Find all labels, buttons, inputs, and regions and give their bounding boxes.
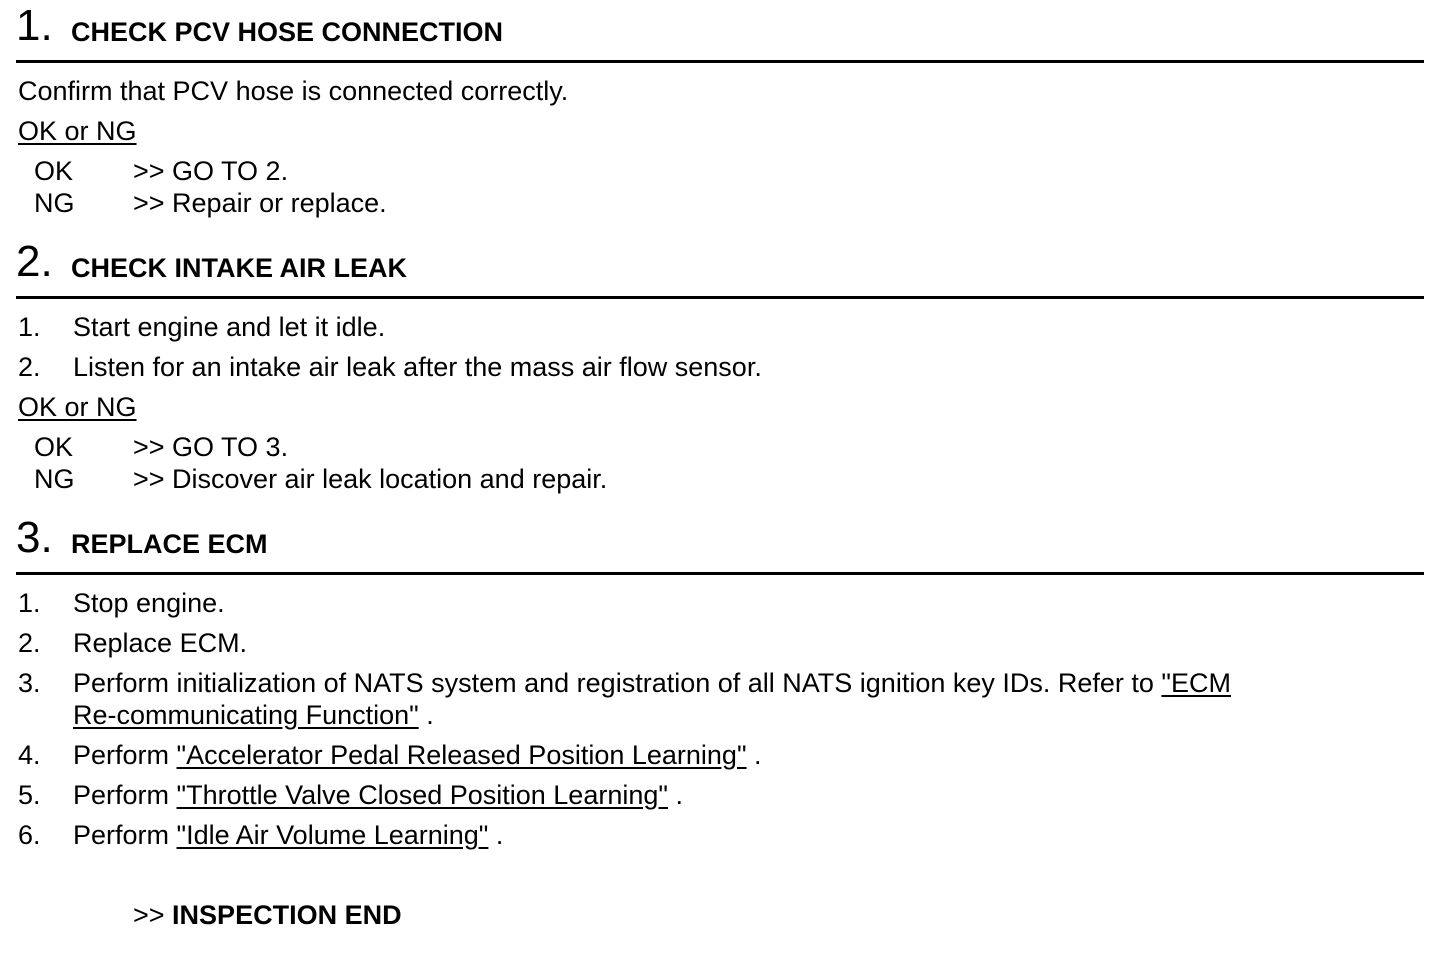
step-2-ok-action: >> GO TO 3. [133, 432, 289, 462]
step-1-ok-or-ng-heading: OK or NG [18, 116, 137, 146]
step-3-title: REPLACE ECM [71, 529, 268, 559]
step-3-item-1-text: Stop engine. [73, 588, 225, 618]
step-1-number: 1. [16, 1, 53, 50]
step-2-number: 2. [16, 237, 53, 286]
step-1-header [16, 2, 1424, 62]
step-3-item-6-suffix: . [488, 820, 504, 850]
step-3-item-4-suffix: . [746, 740, 762, 770]
step-3-item-5-number: 5. [18, 780, 41, 810]
step-3-item-1-number: 1. [18, 588, 41, 618]
step-1-ok-label: OK [34, 156, 74, 186]
step-3-item-3-text: Perform initialization of NATS system and registration of all NATS ignition key IDs. Refer to [73, 668, 1162, 698]
step-3-item-4-prefix: Perform [73, 740, 177, 770]
idle-air-volume-learning-link[interactable]: "Idle Air Volume Learning" [176, 820, 489, 850]
step-3-number: 3. [16, 513, 53, 562]
step-3-divider [16, 572, 1424, 575]
step-1-ng-action: >> Repair or replace. [133, 188, 387, 218]
step-3-item-2-text: Replace ECM. [73, 628, 248, 658]
step-3-item-6-line [73, 819, 503, 851]
step-3-item-4-number: 4. [18, 740, 41, 770]
ecm-recommunicating-link-part-2[interactable]: Re-communicating Function" [73, 700, 419, 730]
step-3-item-3-number: 3. [18, 668, 41, 698]
step-2-ng-action: >> Discover air leak location and repair. [133, 464, 608, 494]
step-2-item-1-number: 1. [18, 312, 41, 342]
step-3-item-5-prefix: Perform [73, 780, 177, 810]
step-3-item-3-line-2 [73, 699, 434, 731]
step-2-item-2-number: 2. [18, 352, 41, 382]
step-2-ng-label: NG [34, 464, 75, 494]
step-3-item-2-number: 2. [18, 628, 41, 658]
step-1-ng-label: NG [34, 188, 75, 218]
step-2-header [16, 238, 1424, 298]
throttle-valve-learning-link[interactable]: "Throttle Valve Closed Position Learning" [176, 780, 668, 810]
step-3-item-3-line-1 [73, 667, 1231, 699]
inspection-end-prefix: >> [133, 900, 173, 930]
step-3-item-6-number: 6. [18, 820, 41, 850]
step-3-item-3-suffix: . [418, 700, 434, 730]
step-3-item-5-suffix: . [667, 780, 683, 810]
step-3-header [16, 514, 1424, 574]
step-2-ok-label: OK [34, 432, 74, 462]
step-2-item-2-text: Listen for an intake air leak after the mass air flow sensor. [73, 352, 762, 382]
inspection-end-line [133, 899, 402, 931]
ecm-recommunicating-link-part-1[interactable]: "ECM [1161, 668, 1232, 698]
inspection-end-label: INSPECTION END [172, 900, 402, 930]
step-2-item-1-text: Start engine and let it idle. [73, 312, 386, 342]
step-2-title: CHECK INTAKE AIR LEAK [71, 253, 407, 283]
step-3-item-6-prefix: Perform [73, 820, 177, 850]
step-1-instruction: Confirm that PCV hose is connected correctly. [18, 76, 569, 106]
step-3-item-4-line [73, 739, 762, 771]
step-2-ok-or-ng-heading: OK or NG [18, 392, 137, 422]
step-1-title: CHECK PCV HOSE CONNECTION [71, 17, 504, 47]
step-3-item-5-line [73, 779, 683, 811]
step-1-divider [16, 60, 1424, 63]
step-1-ok-action: >> GO TO 2. [133, 156, 289, 186]
step-2-divider [16, 296, 1424, 299]
accelerator-pedal-learning-link[interactable]: "Accelerator Pedal Released Position Learning" [176, 740, 747, 770]
